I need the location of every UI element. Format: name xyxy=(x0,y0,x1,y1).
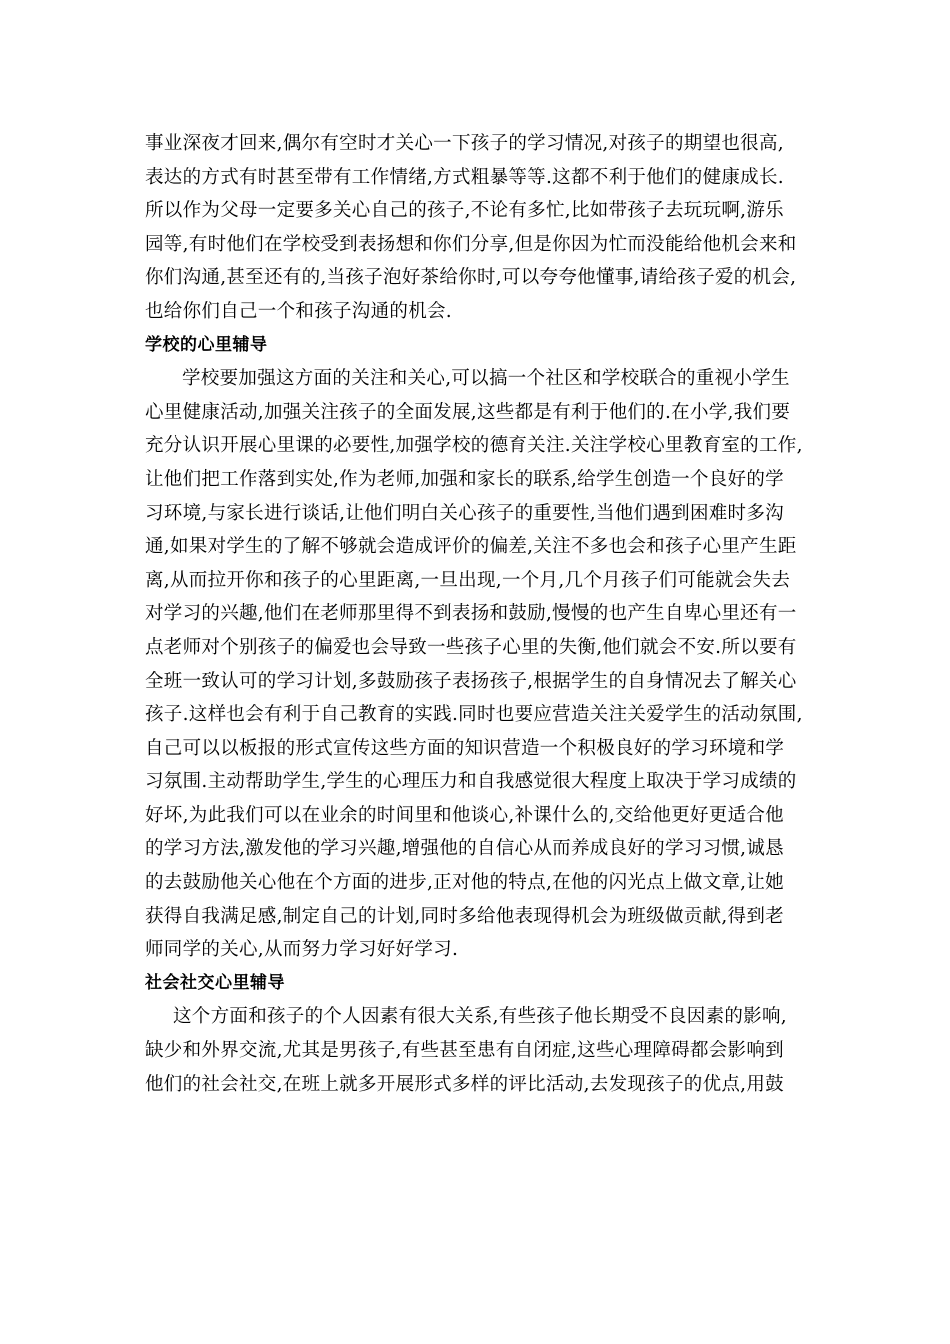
text-line: 对学习的兴趣,他们在老师那里得不到表扬和鼓励,慢慢的也产生自卑心里还有一 xyxy=(145,603,797,625)
text-line: 师同学的关心,从而努力学习好好学习. xyxy=(145,939,459,961)
text-line: 学校要加强这方面的关注和关心,可以搞一个社区和学校联合的重视小学生 xyxy=(182,368,790,390)
paragraph-social xyxy=(145,1000,811,1101)
document-body xyxy=(145,127,811,1101)
section-heading-social: 社会社交心里辅导 xyxy=(145,972,285,993)
text-line: 事业深夜才回来,偶尔有空时才关心一下孩子的学习情况,对孩子的期望也很高, xyxy=(145,133,784,154)
paragraph-school xyxy=(145,362,811,967)
text-line: 通,如果对学生的了解不够就会造成评价的偏差,关注不多也会和孩子心里产生距 xyxy=(145,536,797,558)
text-line: 点老师对个别孩子的偏爱也会导致一些孩子心里的失衡,他们就会不安.所以要有 xyxy=(145,636,797,658)
text-line: 园等,有时他们在学校受到表扬想和你们分享,但是你因为忙而没能给他机会来和 xyxy=(145,233,797,255)
text-line: 好坏,为此我们可以在业余的时间里和他谈心,补课什么的,交给他更好更适合他 xyxy=(145,804,784,826)
text-line: 充分认识开展心里课的必要性,加强学校的德育关注.关注学校心里教育室的工作, xyxy=(145,435,803,457)
text-line: 获得自我满足感,制定自己的计划,同时多给他表现得机会为班级做贡献,得到老 xyxy=(145,905,784,927)
text-line: 表达的方式有时甚至带有工作情绪,方式粗暴等等.这都不利于他们的健康成长. xyxy=(145,166,784,188)
text-line: 你们沟通,甚至还有的,当孩子泡好茶给你时,可以夸夸他懂事,请给孩子爱的机会, xyxy=(145,267,797,289)
paragraph-family xyxy=(145,127,811,329)
text-line: 自己可以以板报的形式宣传这些方面的知识营造一个积极良好的学习环境和学 xyxy=(145,737,785,759)
text-line: 的去鼓励他关心他在个方面的进步,正对他的特点,在他的闪光点上做文章,让她 xyxy=(145,872,784,894)
text-line: 孩子.这样也会有利于自己教育的实践.同时也要应营造关注关爱学生的活动氛围, xyxy=(145,704,803,726)
text-line: 习氛围.主动帮助学生,学生的心理压力和自我感觉很大程度上取决于学习成绩的 xyxy=(145,771,797,793)
text-line: 他们的社会社交,在班上就多开展形式多样的评比活动,去发现孩子的优点,用鼓 xyxy=(145,1073,784,1095)
text-line: 全班一致认可的学习计划,多鼓励孩子表扬孩子,根据学生的自身情况去了解关心 xyxy=(145,670,797,692)
text-line: 这个方面和孩子的个人因素有很大关系,有些孩子他长期受不良因素的影响, xyxy=(173,1006,787,1028)
text-line: 缺少和外界交流,尤其是男孩子,有些甚至患有自闭症,这些心理障碍都会影响到 xyxy=(145,1040,784,1062)
text-line: 的学习方法,激发他的学习兴趣,增强他的自信心从而养成良好的学习习惯,诚恳 xyxy=(145,838,784,860)
section-heading-school: 学校的心里辅导 xyxy=(145,334,268,355)
text-line: 也给你们自己一个和孩子沟通的机会. xyxy=(145,300,452,322)
text-line: 让他们把工作落到实处,作为老师,加强和家长的联系,给学生创造一个良好的学 xyxy=(145,468,784,490)
text-line: 所以作为父母一定要多关心自己的孩子,不论有多忙,比如带孩子去玩玩啊,游乐 xyxy=(145,200,784,222)
text-line: 习环境,与家长进行谈话,让他们明白关心孩子的重要性,当他们遇到困难时多沟 xyxy=(145,502,784,524)
text-line: 离,从而拉开你和孩子的心里距离,一旦出现,一个月,几个月孩子们可能就会失去 xyxy=(145,569,791,591)
text-line: 心里健康活动,加强关注孩子的全面发展,这些都是有利于他们的.在小学,我们要 xyxy=(145,401,791,423)
